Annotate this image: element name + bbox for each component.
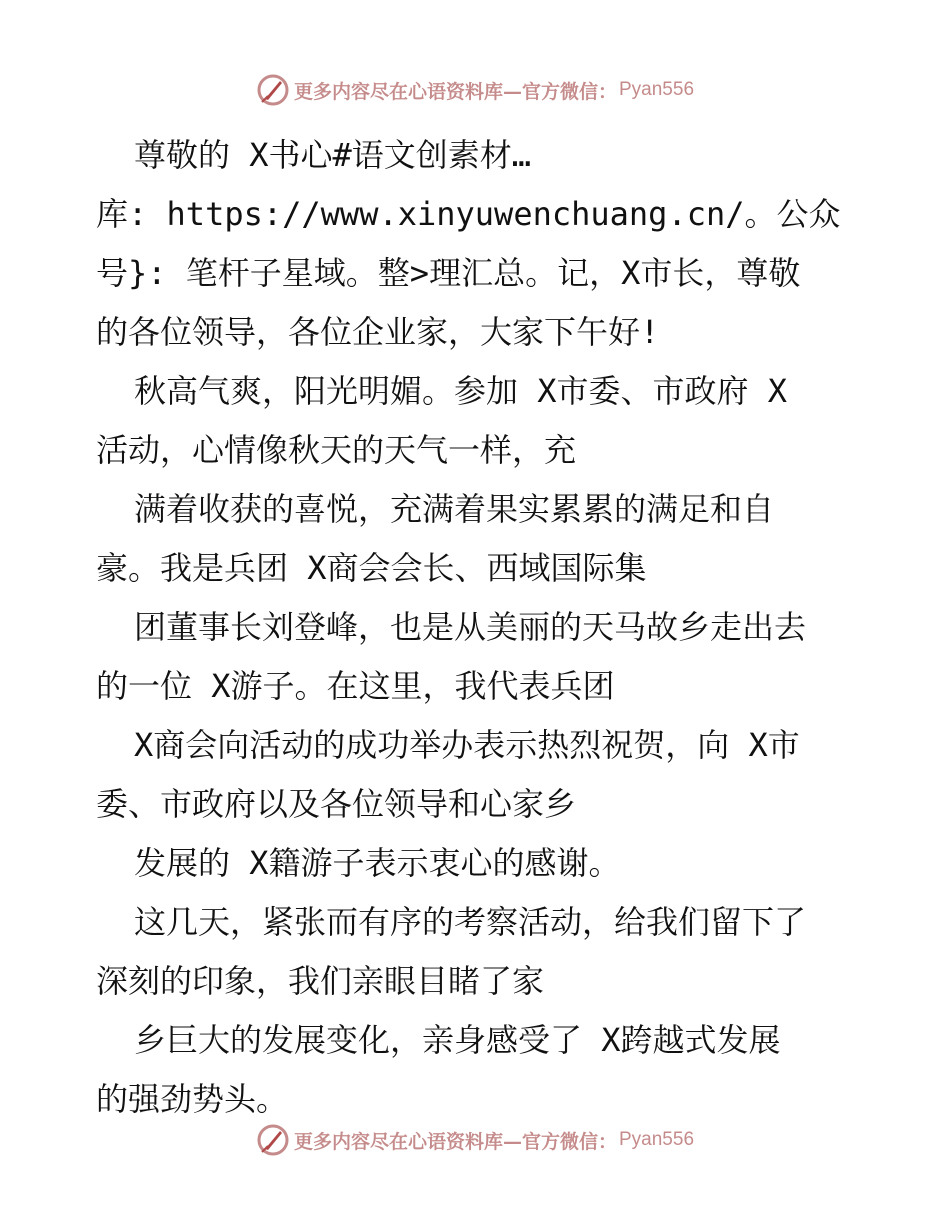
text-line: 号}: 笔杆子星域。整>理汇总。记，X市长，尊敬 (96, 254, 801, 292)
text-line: 秋高气爽，阳光明媚。参加 X市委、市政府 X (134, 372, 788, 410)
text-line: 团董事长刘登峰，也是从美丽的天马故乡走出去 (134, 608, 807, 646)
text-line: 发展的 X籍游子表示衷心的感谢。 (134, 844, 621, 882)
watermark-text: 更多内容尽在心语资料库—官方微信： (293, 1130, 617, 1153)
quill-logo-icon (256, 1123, 290, 1157)
text-line: 深刻的印象，我们亲眼目睹了家 (96, 962, 545, 1000)
text-line: 的各位领导，各位企业家，大家下午好! (96, 313, 660, 351)
text-line: 这几天，紧张而有序的考察活动，给我们留下了 (134, 903, 807, 941)
text-line: 的强劲势头。 (96, 1080, 289, 1118)
watermark-text: 更多内容尽在心语资料库—官方微信： (293, 80, 617, 103)
text-line: 乡巨大的发展变化，亲身感受了 X跨越式发展 (134, 1021, 781, 1059)
text-line: 满着收获的喜悦，充满着果实累累的满足和自 (134, 490, 775, 528)
header-watermark (0, 70, 950, 110)
text-line: 的一位 X游子。在这里，我代表兵团 (96, 667, 615, 705)
footer-watermark (0, 1120, 950, 1160)
watermark-wechat-id: Pyan556 (619, 79, 695, 100)
text-line: X商会向活动的成功举办表示热烈祝贺，向 X市 (134, 726, 800, 764)
quill-logo-icon (256, 73, 290, 107)
text-line: 库: https://www.xinyuwenchuang.cn/。公众 (96, 195, 841, 233)
text-line: 豪。我是兵团 X商会会长、西域国际集 (96, 549, 647, 587)
watermark-wechat-id: Pyan556 (619, 1129, 695, 1150)
text-line: 尊敬的 X书心#语文创素材… (134, 136, 532, 174)
document-body (96, 126, 866, 1129)
text-line: 活动，心情像秋天的天气一样，充 (96, 431, 577, 469)
text-line: 委、市政府以及各位领导和心家乡 (96, 785, 577, 823)
